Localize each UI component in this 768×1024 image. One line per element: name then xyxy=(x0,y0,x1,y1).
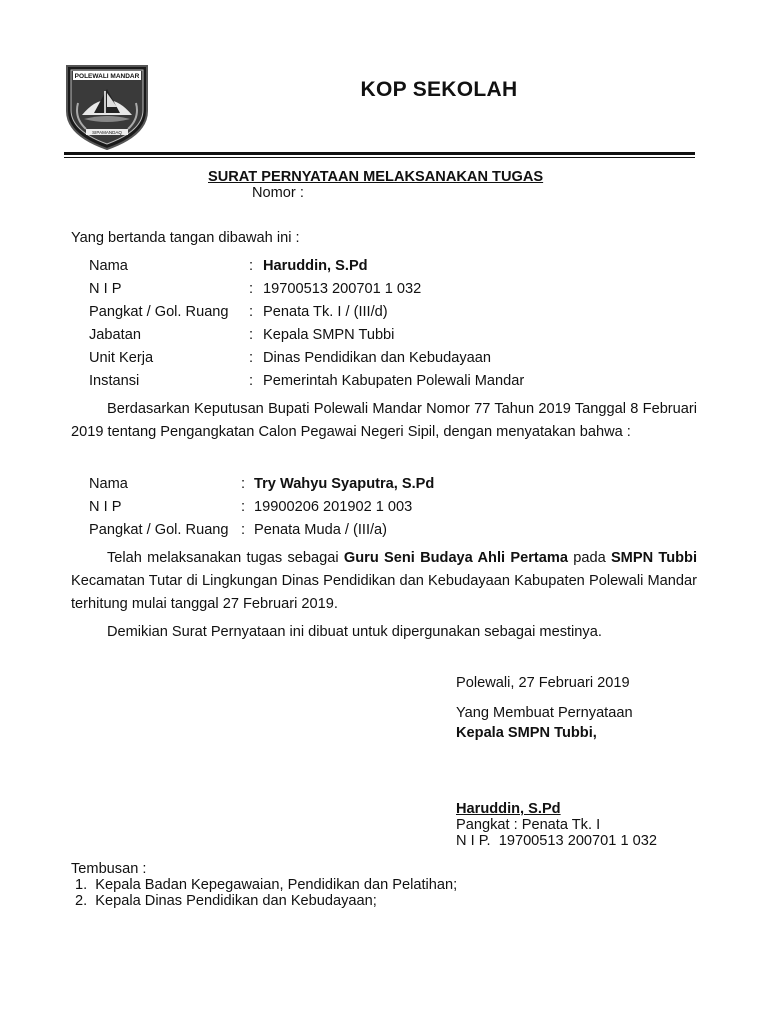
logo-text-bottom: SIPAMANDAQ xyxy=(92,130,122,135)
logo-text-top: POLEWALI MANDAR xyxy=(74,73,140,80)
closing-text: Demikian Surat Pernyataan ini dibuat untuk dipergunakan sebagai mestinya. xyxy=(107,624,602,640)
field-value: Penata Muda / (III/a) xyxy=(254,522,388,538)
signature-role: Kepala SMPN Tubbi, xyxy=(456,725,597,741)
field-colon: : xyxy=(241,476,246,492)
field-row xyxy=(89,325,689,345)
field-colon: : xyxy=(249,373,254,389)
field-colon: : xyxy=(249,327,254,343)
letterhead-rule-thin xyxy=(64,157,695,158)
field-row xyxy=(89,256,689,276)
duty-text-2: pada xyxy=(567,550,611,566)
field-colon: : xyxy=(241,499,246,515)
field-label: N I P xyxy=(89,499,122,515)
signature-nip: N I P. 19700513 200701 1 032 xyxy=(456,833,657,849)
employee-name: Try Wahyu Syaputra, S.Pd xyxy=(254,476,435,492)
document-title: SURAT PERNYATAAN MELAKSANAKAN TUGAS xyxy=(208,169,544,185)
letterhead-rule-thick xyxy=(64,152,695,155)
duty-paragraph xyxy=(71,547,697,616)
field-colon: : xyxy=(241,522,246,538)
field-colon: : xyxy=(249,304,254,320)
field-colon: : xyxy=(249,281,254,297)
intro-text: Yang bertanda tangan dibawah ini : xyxy=(71,230,300,246)
duty-position: Guru Seni Budaya Ahli Pertama xyxy=(343,550,568,566)
field-row xyxy=(89,279,689,299)
field-row xyxy=(89,348,689,368)
field-label: Pangkat / Gol. Ruang xyxy=(89,522,229,538)
field-value: 19900206 201902 1 003 xyxy=(254,499,413,515)
field-row xyxy=(89,497,689,517)
signature-name: Haruddin, S.Pd xyxy=(456,801,561,817)
field-value: Penata Tk. I / (III/d) xyxy=(263,304,388,320)
signature-maker: Yang Membuat Pernyataan xyxy=(456,705,633,721)
regency-logo-icon xyxy=(64,63,150,151)
field-colon: : xyxy=(249,350,254,366)
signature-place-date: Polewali, 27 Februari 2019 xyxy=(456,675,630,691)
field-row xyxy=(89,302,689,322)
field-value: 19700513 200701 1 032 xyxy=(263,281,422,297)
duty-school: SMPN Tubbi xyxy=(610,550,698,566)
letterhead-title: KOP SEKOLAH xyxy=(360,78,518,101)
field-label: Nama xyxy=(89,258,128,274)
field-row xyxy=(89,474,689,494)
duty-text-1: Telah melaksanakan tugas sebagai xyxy=(107,550,344,566)
field-row xyxy=(89,520,689,540)
field-label: Jabatan xyxy=(89,327,141,343)
field-colon: : xyxy=(249,258,254,274)
tembusan-item: 2. Kepala Dinas Pendidikan dan Kebudayaan; xyxy=(75,893,377,909)
duty-text-3: Kecamatan Tutar di Lingkungan Dinas Pendidikan dan Kebudayaan Kabupaten Polewali Mandar terhitung mulai tanggal 27 Februari 2019. xyxy=(71,573,697,612)
basis-paragraph: Berdasarkan Keputusan Bupati Polewali Mandar Nomor 77 Tahun 2019 Tanggal 8 Februari 2019 tentang Pengangkatan Calon Pegawai Negeri Sipil, dengan menyatakan bahwa : xyxy=(71,401,697,440)
field-label: Instansi xyxy=(89,373,140,389)
field-label: Unit Kerja xyxy=(89,350,154,366)
field-label: N I P xyxy=(89,281,122,297)
signer-name: Haruddin, S.Pd xyxy=(263,258,368,274)
document-number-label: Nomor : xyxy=(252,185,304,201)
signature-rank: Pangkat : Penata Tk. I xyxy=(456,817,601,833)
tembusan-label: Tembusan : xyxy=(71,861,147,877)
field-row xyxy=(89,371,689,391)
tembusan-item: 1. Kepala Badan Kepegawaian, Pendidikan dan Pelatihan; xyxy=(75,877,458,893)
field-label: Nama xyxy=(89,476,128,492)
field-value: Pemerintah Kabupaten Polewali Mandar xyxy=(263,373,525,389)
field-value: Kepala SMPN Tubbi xyxy=(263,327,395,343)
field-value: Dinas Pendidikan dan Kebudayaan xyxy=(263,350,491,366)
field-label: Pangkat / Gol. Ruang xyxy=(89,304,229,320)
